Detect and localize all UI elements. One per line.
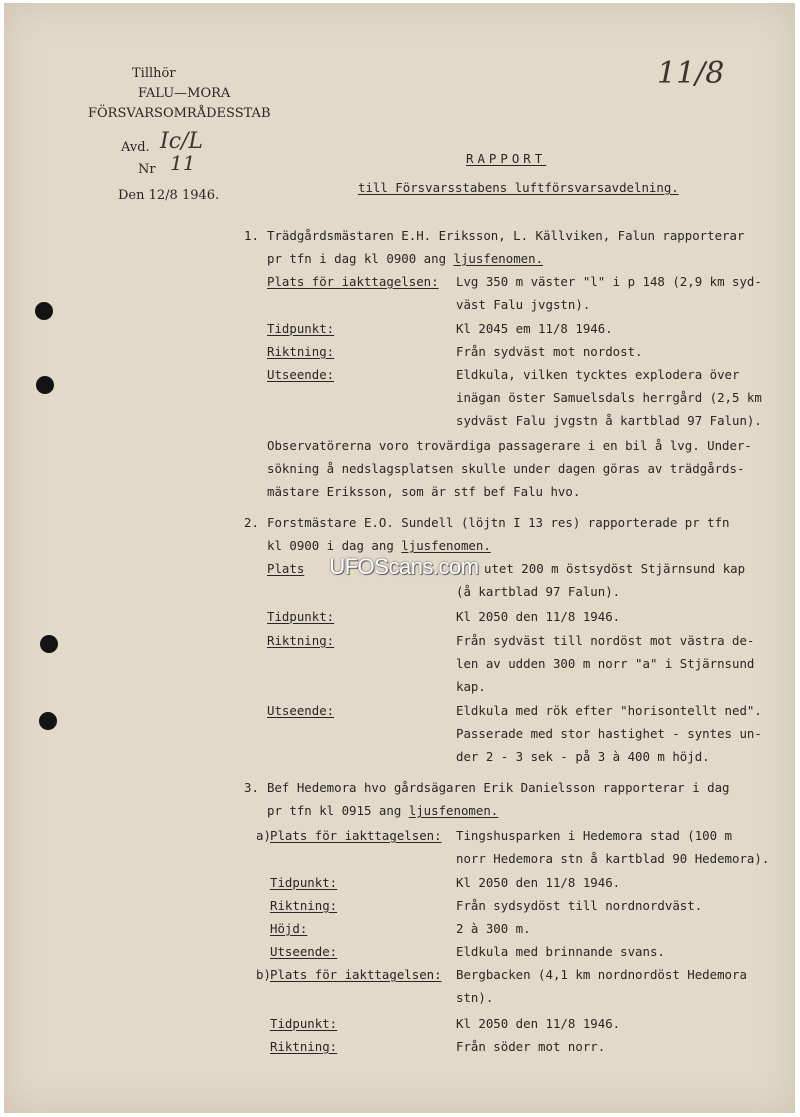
report3-a-place: norr Hedemora stn å kartblad 90 Hedemora). bbox=[456, 851, 770, 866]
report3-a-appearance: Eldkula med brinnande svans. bbox=[456, 944, 665, 959]
report2-intro: kl 0900 i dag ang ljusfenomen. bbox=[267, 538, 491, 553]
report3-intro: pr tfn kl 0915 ang ljusfenomen. bbox=[267, 803, 499, 818]
report1-place-label: Plats för iakttagelsen: bbox=[267, 274, 439, 289]
report2-appearance: Passerade med stor hastighet - syntes un- bbox=[456, 726, 762, 741]
report3-a-place: Tingshusparken i Hedemora stad (100 m bbox=[456, 828, 733, 843]
report2-appearance: Eldkula med rök efter "horisontellt ned". bbox=[456, 703, 762, 718]
report3-a-appearance-label: Utseende: bbox=[270, 944, 338, 959]
report1-place: Lvg 350 m väster "l" i p 148 (2,9 km syd- bbox=[456, 274, 762, 289]
report3-b-place: stn). bbox=[456, 990, 494, 1005]
report2-number: 2. bbox=[244, 515, 259, 530]
report2-place: (å kartblad 97 Falun). bbox=[456, 584, 621, 599]
report2-appearance: der 2 - 3 sek - på 3 à 400 m höjd. bbox=[456, 749, 710, 764]
punch-hole bbox=[36, 376, 54, 394]
report1-time: Kl 2045 em 11/8 1946. bbox=[456, 321, 613, 336]
nr-label: Nr bbox=[138, 162, 156, 177]
report3-b-marker: b) bbox=[256, 967, 271, 982]
report3-intro: Bef Hedemora hvo gårdsägaren Erik Danielsson rapporterar i dag bbox=[267, 780, 730, 795]
report1-intro: pr tfn i dag kl 0900 ang ljusfenomen. bbox=[267, 251, 544, 266]
report2-appearance-label: Utseende: bbox=[267, 703, 335, 718]
report1-appearance-label: Utseende: bbox=[267, 367, 335, 382]
report1-direction: Från sydväst mot nordost. bbox=[456, 344, 643, 359]
report1-note: mästare Eriksson, som är stf bef Falu hvo. bbox=[267, 484, 581, 499]
avd-value: Ic/L bbox=[160, 129, 204, 154]
report3-number: 3. bbox=[244, 780, 259, 795]
report3-b-place-label: Plats för iakttagelsen: bbox=[270, 967, 442, 982]
report2-place-label: Plats bbox=[267, 561, 305, 576]
report2-direction: len av udden 300 m norr "a" i Stjärnsund bbox=[456, 656, 755, 671]
report3-a-marker: a) bbox=[256, 828, 271, 843]
punch-hole bbox=[40, 635, 58, 653]
report2-time-label: Tidpunkt: bbox=[267, 609, 335, 624]
report3-b-place: Bergbacken (4,1 km nordnordöst Hedemora bbox=[456, 967, 747, 982]
report3-b-time: Kl 2050 den 11/8 1946. bbox=[456, 1016, 621, 1031]
report3-a-place-label: Plats för iakttagelsen: bbox=[270, 828, 442, 843]
report2-direction: Från sydväst till nordöst mot västra de- bbox=[456, 633, 755, 648]
report1-intro: Trädgårdsmästaren E.H. Eriksson, L. Källviken, Falun rapporterar bbox=[267, 228, 745, 243]
report3-b-direction: Från söder mot norr. bbox=[456, 1039, 606, 1054]
report3-b-time-label: Tidpunkt: bbox=[270, 1016, 338, 1031]
report3-b-direction-label: Riktning: bbox=[270, 1039, 338, 1054]
report2-intro: Forstmästare E.O. Sundell (löjtn I 13 res) rapporterade pr tfn bbox=[267, 515, 730, 530]
document-page bbox=[4, 3, 795, 1113]
report3-a-time-label: Tidpunkt: bbox=[270, 875, 338, 890]
report-date: Den 12/8 1946. bbox=[118, 188, 220, 203]
report2-direction: kap. bbox=[456, 679, 486, 694]
report1-number: 1. bbox=[244, 228, 259, 243]
report1-appearance: inägan öster Samuelsdals herrgård (2,5 km bbox=[456, 390, 762, 405]
nr-value: 11 bbox=[170, 151, 196, 175]
report-subtitle: till Försvarsstabens luftförsvarsavdelning. bbox=[358, 180, 679, 195]
report1-note: Observatörerna voro trovärdiga passagerare i en bil å lvg. Under- bbox=[267, 438, 752, 453]
report1-appearance: Eldkula, vilken tycktes explodera över bbox=[456, 367, 740, 382]
report2-direction-label: Riktning: bbox=[267, 633, 335, 648]
report3-a-height-label: Höjd: bbox=[270, 921, 308, 936]
report1-place: väst Falu jvgstn). bbox=[456, 297, 591, 312]
punch-hole bbox=[39, 712, 57, 730]
report1-note: sökning å nedslagsplatsen skulle under dagen göras av trädgårds- bbox=[267, 461, 745, 476]
report3-a-time: Kl 2050 den 11/8 1946. bbox=[456, 875, 621, 890]
report2-place: utet 200 m östsydöst Stjärnsund kap bbox=[484, 561, 746, 576]
letterhead-line1: Tillhör bbox=[132, 66, 176, 81]
report3-a-direction-label: Riktning: bbox=[270, 898, 338, 913]
letterhead-line3: FÖRSVARSOMRÅDESSTAB bbox=[88, 106, 271, 121]
report1-appearance: sydväst Falu jvgstn å kartblad 97 Falun). bbox=[456, 413, 762, 428]
page-mark: 11/8 bbox=[657, 56, 725, 91]
letterhead-line2: FALU—MORA bbox=[138, 86, 231, 101]
punch-hole bbox=[35, 302, 53, 320]
watermark: UFOScans.com bbox=[329, 554, 479, 579]
report2-time: Kl 2050 den 11/8 1946. bbox=[456, 609, 621, 624]
report1-direction-label: Riktning: bbox=[267, 344, 335, 359]
report3-a-height: 2 à 300 m. bbox=[456, 921, 531, 936]
report3-a-direction: Från sydsydöst till nordnordväst. bbox=[456, 898, 703, 913]
avd-label: Avd. bbox=[121, 140, 150, 155]
report-title: RAPPORT bbox=[466, 151, 547, 166]
report1-time-label: Tidpunkt: bbox=[267, 321, 335, 336]
